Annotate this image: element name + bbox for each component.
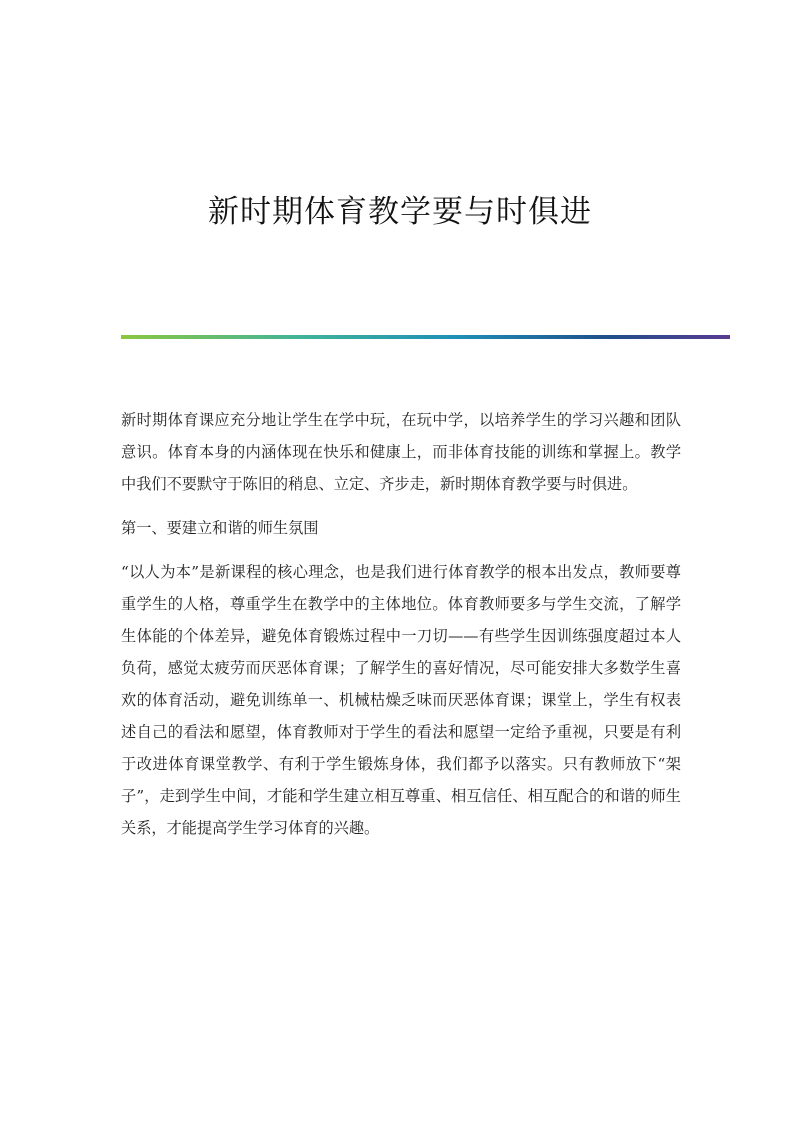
title-divider xyxy=(121,335,730,339)
section-paragraph: “以人为本”是新课程的核心理念，也是我们进行体育教学的根本出发点，教师要尊重学生的人格，尊重学生在教学中的主体地位。体育教师要多与学生交流，了解学生体能的个体差异，避免体育锻炼过程中一刀切——有些学生因训练强度超过本人负荷，感觉太疲劳而厌恶体育课；了解学生的喜好情况，尽可能安排大多数学生喜欢的体育活动，避免训练单一、机械枯燥乏味而厌恶体育课；课堂上，学生有权表述自己的看法和愿望，体育教师对于学生的看法和愿望一定给予重视，只要是有利于改进体育课堂教学、有利于学生锻炼身体，我们都予以落实。只有教师放下“架子”，走到学生中间，才能和学生建立相互尊重、相互信任、相互配合的和谐的师生关系，才能提高学生学习体育的兴趣。 xyxy=(121,563,681,837)
document-body xyxy=(121,404,681,856)
section-heading: 第一、要建立和谐的师生氛围 xyxy=(121,519,319,537)
intro-paragraph: 新时期体育课应充分地让学生在学中玩，在玩中学，以培养学生的学习兴趣和团队意识。体育本身的内涵体现在快乐和健康上，而非体育技能的训练和掌握上。教学中我们不要默守于陈旧的稍息、立定、齐步走，新时期体育教学要与时俱进。 xyxy=(121,411,681,493)
document-title: 新时期体育教学要与时俱进 xyxy=(208,194,592,230)
